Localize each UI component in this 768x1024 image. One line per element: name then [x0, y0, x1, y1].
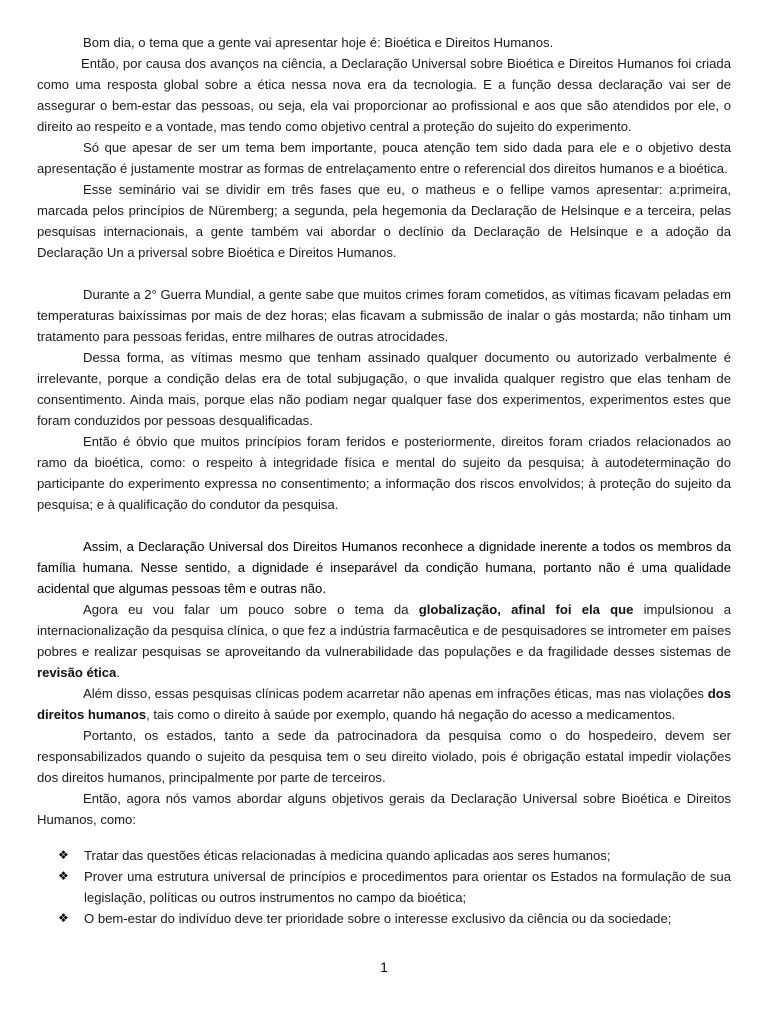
bold-text-run: dos direitos humanos	[37, 686, 731, 722]
diamond-bullet-icon: ❖	[58, 848, 69, 862]
list-item-text: O bem-estar do indivíduo deve ter prioridade sobre o interesse exclusivo da ciência ou da sociedade;	[84, 911, 672, 926]
paragraph-principles: Então é óbvio que muitos princípios foram feridos e posteriormente, direitos foram criados relacionados ao ramo da bioética, como: o respeito à integridade física e mental do sujeito da pesquisa; à autodeterminação do participante do experimento expressa no consentimento; a informação dos riscos envolvidos; à proteção do sujeito da pesquisa; e à qualificação do condutor da pesquisa.	[37, 434, 731, 512]
text-run: , tais como o direito à saúde por exemplo, quando há negação do acesso a medicamentos.	[146, 707, 676, 722]
list-item	[37, 845, 731, 866]
paragraph-phases: Esse seminário vai se dividir em três fases que eu, o matheus e o fellipe vamos apresentar: a:primeira, marcada pelos princípios de Nüremberg; a segunda, pela hegemonia da Declaração de Helsinque e a terceira, pelas pesquisas internacionais, a gente também vai abordar o declínio da Declaração de Helsinque e a adoção da Declaração Un a priversal sobre Bioética e Direitos Humanos.	[37, 182, 731, 260]
paragraph-violations	[37, 683, 731, 725]
diamond-bullet-icon: ❖	[58, 911, 69, 925]
paragraph-globalization	[37, 599, 731, 683]
list-item-text: Tratar das questões éticas relacionadas à medicina quando aplicadas aos seres humanos;	[84, 848, 611, 863]
paragraph-objectives-intro: Então, agora nós vamos abordar alguns objetivos gerais da Declaração Universal sobre Bioética e Direitos Humanos, como:	[37, 791, 731, 827]
text-run: Agora eu vou falar um pouco sobre o tema da	[83, 602, 419, 617]
list-item	[37, 866, 731, 908]
paragraph-gap	[37, 263, 731, 284]
list-item	[37, 908, 731, 929]
paragraph-dignity: Assim, a Declaração Universal dos Direitos Humanos reconhece a dignidade inerente a todos os membros da família humana. Nesse sentido, a dignidade é inseparável da condição humana, portanto não é uma qualidade acidental que algumas pessoas têm e outras não.	[37, 539, 731, 596]
page-number: 1	[380, 960, 388, 975]
paragraph-gap	[37, 515, 731, 536]
diamond-bullet-icon: ❖	[58, 869, 69, 883]
paragraph-intro: Bom dia, o tema que a gente vai apresentar hoje é: Bioética e Direitos Humanos.	[83, 35, 554, 50]
bold-text-run: globalização, afinal foi ela que	[418, 602, 634, 617]
text-run: .	[116, 665, 120, 680]
paragraph-objective: Só que apesar de ser um tema bem importante, pouca atenção tem sido dada para ele e o objetivo desta apresentação é justamente mostrar as formas de entrelaçamento entre o referencial dos direitos humanos e a bioética.	[37, 140, 731, 176]
text-run: impulsionou a internacionalização da pesquisa clínica, o que fez a indústria farmacêutica e de pesquisadores se intrometer em países pobres e realizar pesquisas se aproveitando da vulnerabilidade das populações e da fragilidade desses sistemas de	[37, 602, 732, 659]
list-item-text: Prover uma estrutura universal de princípios e procedimentos para orientar os Estados na formulação de sua legislação, políticas ou outros instrumentos no campo da bioética;	[84, 869, 731, 905]
text-run: Além disso, essas pesquisas clínicas podem acarretar não apenas em infrações éticas, mas nas violações	[83, 686, 708, 701]
bold-text-run: revisão ética	[37, 665, 117, 680]
objectives-list	[37, 845, 731, 929]
paragraph-war: Durante a 2° Guerra Mundial, a gente sabe que muitos crimes foram cometidos, as vítimas ficavam peladas em temperaturas baixíssimas por mais de dez horas; elas ficavam a submissão de inalar o gás mostarda; não tinham um tratamento para pessoas feridas, entre milhares de outras atrocidades.	[37, 287, 731, 344]
paragraph-declaration: Então, por causa dos avanços na ciência, a Declaração Universal sobre Bioética e Direitos Humanos foi criada como uma resposta global sobre a ética nessa nova era da tecnologia. E a função dessa declaração vai ser de assegurar o bem-estar das pessoas, ou seja, ela vai proporcionar ao profissional e aos que são atendidos por ele, o direito ao respeito e a vontade, mas tendo como objetivo central a proteção do sujeito do experimento.	[37, 56, 731, 134]
paragraph-states: Portanto, os estados, tanto a sede da patrocinadora da pesquisa como o do hospedeiro, devem ser responsabilizados quando o sujeito da pesquisa tem o seu direito violado, pois é obrigação estatal impedir violações dos direitos humanos, principalmente por parte de terceiros.	[37, 728, 731, 785]
paragraph-victims: Dessa forma, as vítimas mesmo que tenham assinado qualquer documento ou autorizado verbalmente é irrelevante, porque a condição delas era de total subjugação, o que invalida qualquer registro que elas tenham de consentimento. Ainda mais, porque elas não podiam negar qualquer fase dos experimentos, experimentos estes que foram conduzidos por pessoas desqualificadas.	[37, 350, 731, 428]
